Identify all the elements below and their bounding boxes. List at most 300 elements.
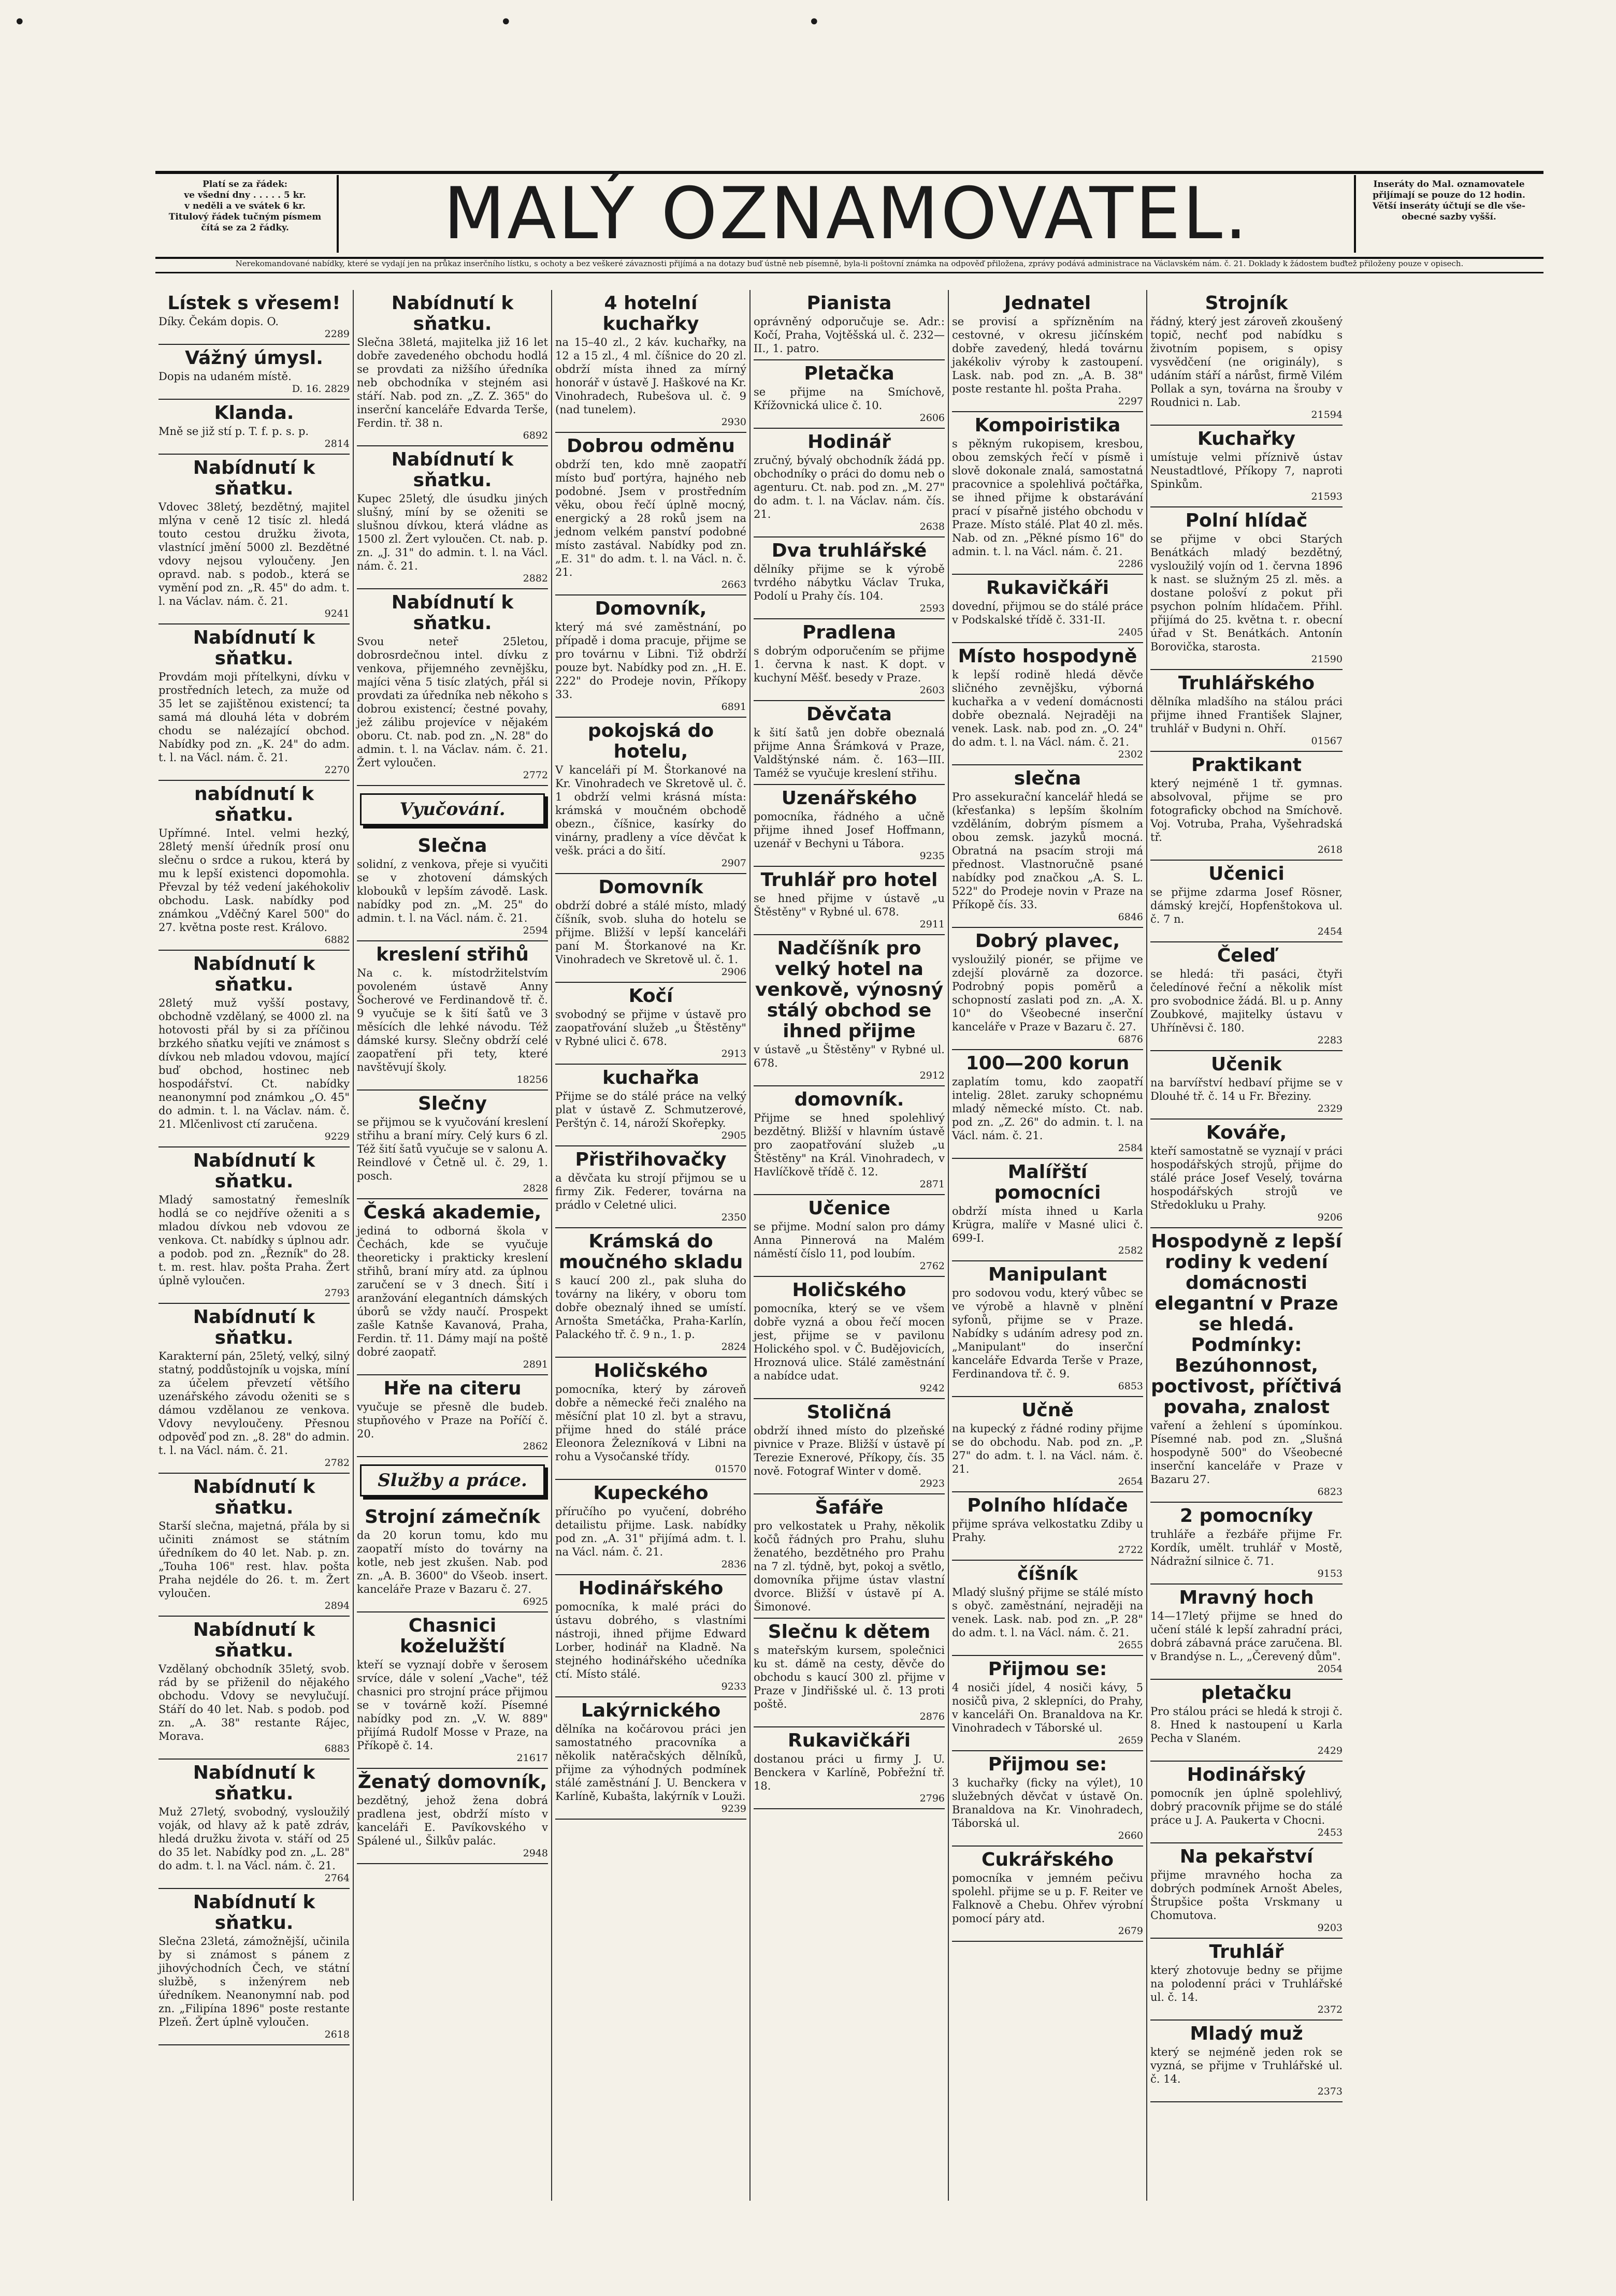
ad-text: 28letý muž vyšší postavy, obchodně vzdělaný, se 4000 zl. na hotovosti přál by si za příčinou brzkého sňatku vejíti ve známost s dívkou neb mladou vdovou, mající buď obchod, hostinec neb hospodářství. Ct. nabídky neanonymní pod známkou „O. 45" do admin. t. l. na Václav. nám. č. 21. Mlčenlivost ctí zaručena. (158, 997, 350, 1130)
classified-ad (158, 1617, 350, 1760)
classified-ad (952, 765, 1143, 928)
classified-ad (158, 781, 350, 951)
classified-ad (357, 1769, 548, 1864)
ad-text: da 20 korun tomu, kdo mu zaopatří místo do továrny na kotle, neb jest zkušen. Nab. pod zn. „A. B. 3600" do Všeob. insert. kanceláře Praze v Bazaru č. 27. (357, 1529, 548, 1595)
ad-columns (155, 290, 1543, 2201)
ad-text: který se nejméně jeden rok se vyzná, se přijme v Truhlářské ul. č. 14. (1150, 2046, 1343, 2085)
ad-text: Karakterní pán, 25letý, velký, silný statný, poddůstojník u vojska, míní za účelem převzetí většího uzenářského závodu oženiti se s dámou vzdělanou ze venkova. Vdovy nevyloučeny. Přesnou odpověď pod zn. „8. 28" do admin. t. l. na Václ. nám. č. 21. (158, 1350, 350, 1457)
classified-ad (1150, 942, 1343, 1051)
ad-text: pro velkostatek u Prahy, několik kočů řádných pro Prahu, sluhu ženatého, bezdětného pro Prahu na 7 zl. týdně, byt, pokoj a světlo, domovníka přijme ústav vlastní dvorce. Bližší v ústavě pí A. Šimonové. (754, 1520, 945, 1613)
ad-number: 2862 (523, 1441, 548, 1452)
ad-text: a děvčata ku strojí přijmou se u firmy Zik. Federer, továrna na prádlo v Celetné ulici. (555, 1172, 746, 1211)
classified-ad (555, 290, 746, 433)
ad-title: Praktikant (1191, 754, 1302, 776)
ad-text: dostanou práci u firmy J. U. Benckera v Karlíně, Pobřežní tř. 18. (754, 1753, 945, 1792)
ad-number: 6876 (1118, 1034, 1143, 1045)
ad-text: který nejméně 1 tř. gymnas. absolvoval, přijme se pro fotograficky obchod na Smíchově. Voj. Votruba, Praha, Vyšehradská tř. (1150, 777, 1343, 844)
classified-ad (555, 1146, 746, 1228)
classified-ad (1150, 1939, 1343, 2021)
page-speck: • (13, 10, 26, 34)
classified-ad (952, 1847, 1143, 1942)
ad-number: 9206 (1317, 1212, 1343, 1223)
ad-title: Učenik (1211, 1054, 1282, 1075)
column-2 (354, 290, 552, 2201)
ad-number: 2782 (324, 1457, 350, 1469)
ad-text: Kupec 25letý, dle úsudku jiných slušný, míní by se oženiti se slušnou dívkou, která vládne as 1500 zl. Žert vyloučen. Ct. nab. p. zn. „J. 31" do admin. t. l. na Václ. nám. č. 21. (357, 492, 548, 572)
ad-title: Učenice (808, 1198, 890, 1219)
column-6 (1147, 290, 1346, 2201)
submission-box (1357, 179, 1541, 223)
classified-ad (754, 1086, 945, 1195)
ad-title: Hodinářského (578, 1578, 724, 1599)
ad-text: Vzdělaný obchodník 35letý, svob. rád by se přiženil do nějakého obchodu. Vdovy se nevylučují. Stáří do 40 let. Nab. s podob. pod zn. „A. 38" restante Rájec, Morava. (158, 1663, 350, 1742)
classified-ad (754, 1619, 945, 1727)
ad-text: 4 nosiči jídel, 4 nosiči kávy, 5 nosičů piva, 2 sklepníci, do Prahy, v kanceláři On. Branaldova na Kr. Vinohradech v Táborské ul. (952, 1681, 1143, 1734)
ad-text: pomocníka v jemném pečivu spolehl. přijme se u p. F. Reiter ve Falknově a Chebu. Ohřev výrobní pomocí páry atd. (952, 1872, 1143, 1925)
classified-ad (952, 1159, 1143, 1261)
ad-title: Pletačka (804, 363, 894, 384)
ad-number: 9235 (919, 850, 945, 862)
classified-ad (158, 1147, 350, 1304)
classified-ad (357, 1091, 548, 1199)
ad-title: Mladý muž (1190, 2023, 1303, 2044)
ad-text: vaření a žehlení s úpomínkou. Písemné nab. pod zn. „Slušná hospodyně 500" do Všeobecné inserční kanceláře v Praze v Bazaru 27. (1150, 1419, 1343, 1486)
ad-number: 2638 (919, 521, 945, 532)
ad-text: na barvířství hedbaví přijme se v Dlouhé tř. č. 14 u Fr. Březiny. (1150, 1077, 1343, 1102)
ad-text: na 15–40 zl., 2 káv. kuchařky, na 12 a 15 zl., 4 ml. číšnice do 20 zl. obdrží místa ihned za mírný honorář v ústavě J. Haškové na Kr. Vinohradech, Rubešova ul. č. 9 (nad tunelem). (555, 336, 746, 416)
ad-number: 2876 (919, 1711, 945, 1722)
ad-title: Slečny (417, 1093, 487, 1114)
ad-number: 2912 (919, 1070, 945, 1081)
ad-text: solidní, z venkova, přeje si vyučiti se v zhotovení dámských klobouků v lepším závodě. Lask. nabídky pod zn. „M. 25" do admin. t. l. na Václ. nám. č. 21. (357, 858, 548, 924)
ad-title: Nabídnutí k sňatku. (391, 592, 514, 634)
ad-number: 2793 (324, 1287, 350, 1299)
column-5 (949, 290, 1147, 2201)
ad-text: svobodný se přijme v ústavě pro zaopatřování služeb „u Štěstěny" v Rybné ulici č. 678. (555, 1008, 746, 1048)
classified-ad (1150, 1051, 1343, 1120)
ad-number: 2429 (1317, 1745, 1343, 1756)
ad-title: Truhlář (1209, 1941, 1284, 1963)
ad-text: s kaucí 200 zl., pak sluha do továrny na likéry, v oboru tom dobře obeznalý ihned se umístí. Arnošta Smetáčka, Praha-Karlín, Palackého tř. č. 9 n., 1. p. (555, 1274, 746, 1341)
ad-title: Šafáře (815, 1497, 884, 1518)
ad-text: obdrží dobré a stálé místo, mladý číšník, svob. sluha do hotelu se přijme. Bližší v lepší kanceláři paní M. Štorkanové na Kr. Vinohradech ve Skretově ul. č. 1. (555, 899, 746, 966)
ad-number: 01567 (1311, 735, 1343, 747)
ad-number: 2906 (721, 966, 746, 978)
ad-title: Holičského (792, 1280, 906, 1301)
classified-ad (754, 1277, 945, 1399)
box-line: čítá se za 2 řádky. (201, 223, 289, 233)
classified-ad (952, 1656, 1143, 1751)
classified-ad (754, 1399, 945, 1494)
classified-ad (357, 290, 548, 446)
ad-number: 2454 (1317, 926, 1343, 937)
ad-title: Jednatel (1004, 293, 1091, 314)
ad-text: pomocník jen úplně spolehlivý, dobrý pracovník přijme se do stálé práce u J. A. Paukerta v Chocni. (1150, 1787, 1343, 1826)
box-line: Platí se za řádek: (202, 179, 288, 190)
ad-text: Přijme se do stálé práce na velký plat v ústavě Z. Schmutzerové, Perštýn č. 14, nároží Skořepky. (555, 1090, 746, 1129)
classified-ad (357, 1375, 548, 1457)
ad-title: Učně (1021, 1400, 1074, 1421)
ad-text: Slečna 23letá, zámožnější, učinila by si známost s pánem z jihovýchodních Čech, ve státní službě, s inženýrem neb úředníkem. Neanonymní nab. pod zn. „Filipína 1896" poste restante Plzeň. Žert úplně vyloučen. (158, 1935, 350, 2028)
pricing-box (160, 179, 330, 234)
page-speck: • (500, 10, 512, 34)
ad-title: Na pekařství (1179, 1846, 1314, 1867)
ad-title: Dobrou odměnu (567, 435, 735, 457)
ad-title: Místo hospodyně (958, 646, 1137, 667)
ad-number: 2679 (1118, 1925, 1143, 1937)
ad-number: 9241 (324, 608, 350, 619)
ad-number: 2905 (721, 1130, 746, 1141)
ad-text: Mně se již stí p. T. f. p. s. p. (158, 425, 309, 438)
ad-title: Klanda. (214, 402, 294, 424)
ad-title: Přijmou se: (988, 1754, 1107, 1775)
ad-text: Pro stálou práci se hledá k stroji č. 8. Hned k nastoupení u Karla Pecha v Slaném. (1150, 1705, 1343, 1745)
classified-ad (754, 701, 945, 785)
ad-text: se přijmou se k vyučování kreslení střihu a braní míry. Celý kurs 6 zl. Též šití šatů vyučuje se v salonu A. Reindlové v Četně ul. č. 29, 1. posch. (357, 1116, 548, 1182)
ad-number: D. 16. 2829 (292, 383, 350, 395)
ad-number: 2663 (721, 579, 746, 590)
ad-number: 2814 (324, 438, 350, 449)
classified-ad (1150, 861, 1343, 942)
ad-number: 2655 (1118, 1639, 1143, 1651)
ad-text: Mladý samostatný řemeslník hodlá se co nejdříve oženiti a s mladou dívkou neb vdovou ze venkova. Ct. nabídky s úplnou adr. a podob. pod zn. „Řezník" do 28. t. m. rest. hlav. pošta Praha. Žert úplně vyloučen. (158, 1194, 350, 1287)
ad-title: Hodinář (807, 431, 891, 453)
ad-title: Nabídnutí k sňatku. (193, 1150, 315, 1192)
ad-title: Nabídnutí k sňatku. (193, 627, 315, 669)
ad-title: Rukavičkáři (986, 577, 1109, 599)
ad-title: Uzenářského (781, 788, 917, 809)
ad-number: 18256 (516, 1074, 548, 1085)
classified-ad (357, 941, 548, 1091)
classified-ad (952, 928, 1143, 1050)
ad-number: 01570 (715, 1463, 746, 1475)
ad-text: kteří se vyznají dobře v šerosem srvíce, dále v solení „Vache", též chasnici pro strojní práce přijmou se v továrně koží. Písemné nabídky pod zn. „V. W. 889" přijímá Rudolf Mosse v Praze, na Příkopě č. 14. (357, 1659, 548, 1752)
ad-number: 2618 (1317, 844, 1343, 855)
ad-text: s mateřským kursem, společnici ku st. dámě na cesty, děvče do obchodu s kaucí 300 zl. přijme v Praze v Jindřišské ul. č. 13 proti poště. (754, 1644, 945, 1710)
ad-title: Mravný hoch (1179, 1587, 1314, 1608)
ad-text: bezdětný, jehož žena dobrá pradlena jest, obdrží místo v kanceláři E. Pavíkovského v Spálené ul., Šilkův palác. (357, 1794, 548, 1847)
ad-title: Truhlář pro hotel (760, 869, 938, 891)
ad-title: Hospodyně z lepší rodiny k vedení domácnosti elegantní v Praze se hledá. Podmínky: Bezúhonnost, poctivost, příčtivá povaha, znalost (1151, 1231, 1342, 1418)
ad-number: 9153 (1317, 1568, 1343, 1579)
ad-title: Nabídnutí k sňatku. (193, 1619, 315, 1661)
column-1 (155, 290, 354, 2201)
classified-ad (952, 643, 1143, 765)
ad-text: se přijme v obci Starých Benátkách mladý bezdětný, vysloužilý vojín od 1. června 1896 k nast. se služným 25 zl. měs. a dostane pološví z pokut při psychon polním hlídačem. Přihl. přijímá do 25. května t. r. obecní úřad v St. Benátkách. Antonín Borovička, starosta. (1150, 533, 1343, 653)
ad-title: slečna (1014, 768, 1081, 789)
ad-title: Strojní zámečník (365, 1506, 540, 1528)
classified-ad (952, 1561, 1143, 1656)
section-heading: Služby a práce. (360, 1464, 545, 1496)
ad-number: 2894 (324, 1600, 350, 1611)
ad-title: Slečnu k dětem (768, 1621, 931, 1643)
ad-title: Kompoiristika (974, 415, 1121, 436)
classified-ad (1150, 507, 1343, 670)
ad-text: V kanceláři pí M. Štorkanové na Kr. Vinohradech ve Skretově ul. č. 1 obdrží velmi krásná místa: krámská v moučném obchodě obezn., číšnice, kasírky do vinárny, pradleny a více děvčat k vešk. práci a do šití. (555, 764, 746, 857)
ad-text: s pěkným rukopisem, kresbou, obou zemských řečí v písmě i slově dokonale znalá, samostatná pracovnice a spolehlivá počtářka, se ihned přijme k obstarávání prací v písařně jistého obchodu v Praze. Místo stálé. Plat 40 zl. měs. Nab. od zn. „Pěkné písmo 16" do admin. t. l. na Václ. nám. č. 21. (952, 438, 1143, 558)
ad-title: Polní hlídač (1185, 510, 1308, 531)
classified-ad (754, 429, 945, 537)
ad-number: 6823 (1317, 1486, 1343, 1498)
ad-text: Mladý slušný přijme se stálé místo s obyč. zaměstnání, nejraději na venek. Lask. nab. pod zn. „P. 28" do adm. t. l. na Václ. nám. č. 21. (952, 1586, 1143, 1639)
ad-title: Truhlářského (1178, 673, 1315, 694)
classified-ad (1150, 1503, 1343, 1585)
ad-number: 2891 (523, 1359, 548, 1370)
ad-title: Děvčata (806, 704, 892, 725)
ad-number: 2372 (1317, 2004, 1343, 2015)
ad-title: Strojník (1205, 293, 1288, 314)
ad-text: Muž 27letý, svobodný, vysloužilý voják, od hlavy až k patě zdráv, hledá družku života v. stáří od 25 do 35 let. Nabídky pod zn. „L. 28" do adm. t. l. na Václ. nám. č. 21. (158, 1806, 350, 1872)
ad-title: Polního hlídače (967, 1495, 1128, 1516)
classified-ad (1150, 426, 1343, 507)
ad-text: pomocníka, který se ve všem dobře vyzná a obou řečí mocen jest, přijme se v pavilonu Holického spol. v Č. Budějovicích, Hroznová ulice. Stálé zaměstnání a nabídce udat. (754, 1302, 945, 1382)
ad-title: 100—200 korun (965, 1053, 1130, 1074)
ad-text: příručího po vyučení, dobrého detailistu přijme. Lask. nabídky pod zn. „A. 31" přijímá adm. t. l. na Václ. nám. č. 21. (555, 1505, 746, 1558)
ad-number: 2659 (1118, 1735, 1143, 1746)
ad-title: Učenici (1208, 863, 1285, 884)
ad-title: Krámská do moučného skladu (558, 1231, 743, 1273)
ad-number: 2594 (523, 925, 548, 936)
ad-number: 2796 (919, 1793, 945, 1804)
ad-number: 21594 (1311, 409, 1343, 420)
ad-number: 6846 (1118, 911, 1143, 923)
submission-notice: Nerekomandované nabídky, které se vydají jen na průkaz inserčního lístku, s ochoty a bez veškeré závaznosti přijímá a na dotazy buď ústně neb písemně, byla-li poštovní známka na odpověď přiložena, zprávy podává administrace na Václavském nám. č. 21. Doklady k žádostem buďtež přiloženy pouze v opisech. (155, 259, 1543, 273)
ad-title: Nabídnutí k sňatku. (193, 1892, 315, 1934)
classified-ad (357, 589, 548, 786)
classified-ad (555, 595, 746, 718)
ad-title: pokojská do hotelu, (587, 720, 714, 762)
classified-ad (1150, 752, 1343, 861)
ad-number: 2660 (1118, 1830, 1143, 1841)
ad-text: kteří samostatně se vyznají v práci hospodářských strojů, přijme do stálé práce Josef Veselý, továrna hospodářských strojů ve Středokluku u Prahy. (1150, 1145, 1343, 1211)
ad-number: 2289 (324, 328, 350, 340)
ad-text: se přijme. Modní salon pro dámy Anna Pinnerová na Malém náměstí číslo 11, pod loubím. (754, 1220, 945, 1260)
classified-ad (754, 785, 945, 867)
ad-text: který zhotovuje bedny se přijme na polodenní práci v Truhlářské ul. č. 14. (1150, 1964, 1343, 2003)
classified-ad (1150, 670, 1343, 752)
ad-number: 2930 (721, 416, 746, 428)
ad-number: 2329 (1317, 1103, 1343, 1114)
ad-title: 4 hotelní kuchařky (602, 293, 699, 335)
classified-ad (158, 345, 350, 400)
ad-text: se hledá: tři pasáci, čtyři čeledínové řeční a několik míst pro svobodnice žádá. Bl. u p. Anny Zoubkové, majitelky ústavu v Uhříněvsi č. 180. (1150, 968, 1343, 1034)
classified-ad (555, 1697, 746, 1820)
ad-text: v ústavě „u Štěstěny" v Rybné ul. 678. (754, 1043, 945, 1069)
box-line: Inseráty do Mal. oznamovatele (1373, 179, 1525, 190)
page-title: MALÝ OZNAMOVATEL. (337, 175, 1356, 253)
ad-title: Kočí (628, 985, 673, 1007)
ad-number: 2283 (1317, 1035, 1343, 1046)
ad-number: 2405 (1118, 627, 1143, 638)
classified-ad (158, 1760, 350, 1889)
ad-title: pletačku (1201, 1682, 1292, 1704)
ad-number: 2302 (1118, 749, 1143, 760)
ad-title: Nabídnutí k sňatku. (391, 449, 514, 491)
ad-text: vysloužilý pionér, se přijme ve zdejší plovárně za dozorce. Podrobný popis poměrů a schopností zaslati pod zn. „A. X. 10" do Všeobecné inserční kanceláře v Praze v Bazaru č. 27. (952, 953, 1143, 1033)
ad-number: 2923 (919, 1478, 945, 1489)
ad-text: obdrží ten, kdo mně zaopatří místo buď portýra, hajného neb podobné. Jsem v prostředním věku, obou řečí úplně mocný, energický a 28 roků jsem na jednom velkém panství podobné místo zastával. Nabídky pod zn. „E. 31" do adm. t. l. na Václ. n. č. 21. (555, 458, 746, 578)
ad-title: nabídnutí k sňatku. (194, 783, 314, 825)
ad-text: Na c. k. místodržitelstvím povoleném ústavě Anny Šocherové ve Ferdinandově tř. č. 9 vyučuje se k šití šatů ve 3 měsících dle lehké návodu. Též dámské kursy. Slečny obdrží celé zaopatření při tety, které navštěvují školy. (357, 967, 548, 1073)
ad-title: Hře na citeru (383, 1378, 522, 1399)
ad-title: 2 pomocníky (1179, 1505, 1314, 1527)
ad-title: Slečna (417, 835, 487, 856)
classified-ad (555, 1358, 746, 1480)
ad-title: Kuchařky (1197, 428, 1296, 449)
classified-ad (754, 619, 945, 701)
ad-title: Domovník (598, 877, 703, 898)
ad-text: se provisí a spřízněním na cestovné, v okresu jičínském dobře zavedený, hledá továrnu jakékoliv výroby k zastoupení. Lask. nab. pod zn. „A. B. 38" poste restante hl. pošta Praha. (952, 315, 1143, 395)
ad-number: 2453 (1317, 1827, 1343, 1838)
ad-title: Manipulant (988, 1264, 1107, 1285)
ad-title: Kováře, (1206, 1122, 1287, 1143)
ad-number: 2911 (919, 919, 945, 930)
ad-text: Dopis na udaném místě. (158, 370, 292, 383)
ad-text: dělníka mladšího na stálou práci přijme ihned František Slajner, truhlář v Budyni n. Ohří. (1150, 695, 1343, 735)
classified-ad (1150, 1843, 1343, 1939)
ad-number: 6925 (523, 1596, 548, 1607)
ad-title: Přijmou se: (988, 1659, 1107, 1680)
ad-text: obdrží místa ihned u Karla Krügra, malíře v Masné ulici č. 699-I. (952, 1205, 1143, 1244)
masthead (155, 171, 1543, 259)
ad-number: 2270 (324, 764, 350, 776)
classified-ad (952, 1050, 1143, 1159)
classified-ad (952, 1492, 1143, 1561)
column-3 (552, 290, 751, 2201)
ad-title: Stoličná (806, 1402, 892, 1423)
ad-title: Hodinářský (1187, 1764, 1306, 1785)
classified-ad (555, 1228, 746, 1358)
newspaper-page (155, 171, 1543, 2201)
ad-title: Nabídnutí k sňatku. (391, 293, 514, 335)
classified-ad (1150, 1585, 1343, 1680)
page-speck: • (808, 10, 820, 34)
ad-text: Svou neteř 25letou, dobrosrdečnou intel. dívku z venkova, přijemného zevnějšku, majíci věna 5 tisíc zlatých, přál si provdati za úředníka neb někoho s dobrou existencí; čestné povahy, jež zálibu projevíce v nějakém oboru. Ct. nab. pod zn. „N. 28" do admin. t. l. na Václav. nám. č. 21. Žert vyloučen. (357, 635, 548, 769)
ad-text: jediná to odborná škola v Čechách, kde se vyučuje theoreticky i prakticky kreslení střihů, braní míry atd. za úplnou zaručení se v 3 dnech. Šití i aranžování elegantních dámských úborů se vždy naučí. Prospekt zašle Katnše Kavanová, Praha, Ferdin. tř. 11. Dámy mají na poště dobré zaopatř. (357, 1225, 548, 1358)
ad-number: 2762 (919, 1260, 945, 1272)
classified-ad (754, 360, 945, 429)
ad-number: 6853 (1118, 1380, 1143, 1392)
ad-number: 9242 (919, 1383, 945, 1394)
box-line: přijímají se pouze do 12 hodin. (1373, 190, 1525, 200)
ad-title: Česká akademie, (363, 1202, 542, 1223)
ad-text: Slečna 38letá, majitelka již 16 let dobře zavedeného obchodu hodlá se provdati za nižšího úředníka neb obchodníka v stejném asi stáří. Nab. pod zn. „Z. Z. 365" do inserční kanceláře Edvarda Terše, Ferdin. tř. 38 n. (357, 336, 548, 429)
ad-number: 2603 (919, 685, 945, 696)
classified-ad (357, 833, 548, 941)
ad-text: oprávněný odporučuje se. Adr.: Kočí, Praha, Vojtěšská ul. č. 232—II., 1. patro. (754, 315, 945, 355)
ad-number: 2764 (324, 1872, 350, 1884)
classified-ad (952, 575, 1143, 643)
ad-title: Nabídnutí k sňatku. (193, 1476, 315, 1518)
ad-text: pro sodovou vodu, který vůbec se ve výrobě a hlavně v plnění syfonů, přijme se v Praze. Nabídky s udáním adresy pod zn. „Manipulant" do inserční kanceláře Edvarda Terše v Praze, Ferdinandova tř. č. 9. (952, 1287, 1143, 1380)
classified-ad (158, 1474, 350, 1617)
ad-text: Provdám moji přítelkyni, dívku v prostředních letech, za muže od 35 let se zajištěnou existencí; ta samá má dlouhá léta v dobrém chodu se nalézající obchod. Nabídky pod zn. „K. 24" do adm. t. l. na Václ. nám. č. 21. (158, 671, 350, 764)
classified-ad (555, 874, 746, 983)
classified-ad (754, 1727, 945, 1809)
box-line: v neděli a ve svátek 6 kr. (184, 201, 306, 211)
ad-title: Lakýrnického (581, 1700, 721, 1721)
classified-ad (754, 537, 945, 619)
ad-number: 2882 (523, 573, 548, 584)
ad-title: Rukavičkáři (787, 1730, 911, 1751)
box-line: Titulový řádek tučným písmem (168, 212, 322, 222)
ad-number: 2913 (721, 1048, 746, 1059)
ad-text: 14—17letý přijme se hned do učení stálé k lepší zahradní práci, dobrá zábavná práce zaručena. Bl. v Brandýse n. L., „Čerevený dům". (1150, 1610, 1343, 1663)
classified-ad (1150, 1120, 1343, 1228)
ad-text: Starší slečna, majetná, přála by si učiniti známost se státním úředníkem do 40 let. Nab. p. zn. „Touha 106" rest. hlav. pošta Praha nejdéle do 26. t. m. Žert vyloučen. (158, 1520, 350, 1600)
ad-number: 2373 (1317, 2086, 1343, 2097)
classified-ad (555, 1480, 746, 1575)
ad-text: řádný, který jest zároveň zkoušený topič, nechť pod nabídku s životním popisem, s opisy vysvědčení (ne originály), s udáním stáří a nárůst, firmě Vilém Pollak a syn, továrna na šrouby v Roudnici n. Lab. (1150, 315, 1343, 409)
ad-text: obdrží ihned místo do plzeňské pivnice v Praze. Bližší v ústavě pí Terezie Exnerové, Příkopy, čís. 35 nově. Fotograf Winter v domě. (754, 1425, 945, 1477)
ad-number: 21617 (516, 1752, 548, 1764)
ad-title: Kupeckého (593, 1483, 709, 1504)
ad-title: Malířští pomocníci (994, 1161, 1101, 1203)
box-line: obecné sazby vyšší. (1402, 212, 1496, 222)
ad-text: vyučuje se přesně dle budeb. stupňového v Praze na Poříčí č. 20. (357, 1401, 548, 1440)
ad-title: Holičského (594, 1360, 708, 1382)
column-4 (751, 290, 949, 2201)
ad-text: se hned přijme v ústavě „u Štěstěny" v Rybné ul. 678. (754, 892, 945, 918)
ad-text: dovední, přijmou se do stálé práce v Podskalské třídě č. 331-II. (952, 600, 1143, 626)
classified-ad (158, 951, 350, 1147)
ad-title: kuchařka (602, 1067, 699, 1088)
classified-ad (952, 1397, 1143, 1492)
ad-text: truhláře a řezbáře přijme Fr. Kordík, umělt. truhlář v Mostě, Nádražní silnice č. 71. (1150, 1528, 1343, 1567)
ad-number: 9229 (324, 1131, 350, 1142)
ad-text: na kupecký z řádné rodiny přijme se do obchodu. Nab. pod zn. „P. 27" do adm. t. l. na Václ. nám. č. 21. (952, 1422, 1143, 1475)
ad-text: se přijme zdarma Josef Rösner, dámský krejčí, Hopfenštokova ul. č. 7 n. (1150, 886, 1343, 925)
ad-number: 6882 (324, 934, 350, 946)
classified-ad (952, 1261, 1143, 1397)
section-heading: Vyučování. (360, 793, 545, 825)
ad-number: 2828 (523, 1183, 548, 1194)
ad-title: Pradlena (802, 622, 896, 643)
classified-ad (555, 1065, 746, 1146)
ad-text: pomocníka, který by zároveň dobře a německé řeči znalého na měsíční plat 10 zl. byt a stravu, přijme hned do stálé práce Eleonora Železníková v Libni na rohu a Vysočanské třídy. (555, 1383, 746, 1463)
classified-ad (357, 1612, 548, 1769)
ad-title: Vážný úmysl. (185, 347, 323, 369)
ad-title: Nabídnutí k sňatku. (193, 953, 315, 995)
classified-ad (1150, 1228, 1343, 1503)
ad-text: pomocníka, k malé práci do ústavu dobrého, s vlastními nástroji, ihned přijme Edward Lorber, hodinář na Kladně. Na stejného hodinářského učedníka ctí. Místo stálé. (555, 1601, 746, 1680)
ad-text: zaplatím tomu, kdo zaopatří intelig. 28let. zaruky schopnému mladý německé místo. Ct. nab. pod zn. „Z. 26" do admin. t. l. na Václ. nám. č. 21. (952, 1076, 1143, 1142)
ad-text: dělníky přijme se k výrobě tvrdého nábytku Václav Truka, Podolí u Prahy čís. 104. (754, 563, 945, 602)
ad-title: kreslení střihů (376, 944, 529, 965)
ad-title: Dobrý plavec, (975, 931, 1120, 952)
classified-ad (1150, 1762, 1343, 1843)
ad-text: s dobrým odporučením se přijme 1. června k nast. K dopt. v kuchyní Měšť. besedy v Praze. (754, 645, 945, 684)
ad-text: k šití šatů jen dobře obeznalá přijme Anna Šrámková v Praze, Valdštýnské nám. č. 163—III. Taméž se vyučuje kreslení střihu. (754, 726, 945, 779)
ad-number: 2654 (1118, 1476, 1143, 1487)
ad-title: Nadčíšník pro velký hotel na venkově, výnosný stálý obchod se ihned přijme (755, 938, 944, 1042)
ad-number: 2286 (1118, 558, 1143, 570)
ad-text: přijme správa velkostatku Zdiby u Prahy. (952, 1518, 1143, 1544)
ad-text: přijme mravného hocha za dobrých podmínek Arnošt Abeles, Štrupšice pošta Vrskmany u Chomutova. (1150, 1869, 1343, 1922)
ad-text: pomocníka, řádného a učně přijme ihned Josef Hoffmann, uzenář v Bechyni u Tábora. (754, 810, 945, 850)
ad-text: dělníka na kočárovou práci jen samostatného pracovníka a několik natěračských dělníků, přijme za výhodných podmínek stálé zaměstnání J. U. Benckera v Karlíně, Kubašta, lakýrník v Louži. (555, 1723, 746, 1803)
ad-number: 2582 (1118, 1245, 1143, 1256)
classified-ad (952, 290, 1143, 412)
ad-text: který má své zaměstnání, po případě i doma pracuje, přijme se pro továrnu v Libni. Tiž obdrží pouze byt. Nabídky pod zn. „H. E. 222" do Prodeje novin, Příkopy 33. (555, 621, 746, 701)
ad-number: 2907 (721, 858, 746, 869)
ad-number: 2606 (919, 412, 945, 424)
ad-title: domovník. (794, 1089, 904, 1110)
classified-ad (1150, 2021, 1343, 2102)
ad-title: Chasnici koželužští (400, 1615, 505, 1657)
ad-number: 9203 (1317, 1922, 1343, 1934)
ad-number: 2054 (1317, 1663, 1343, 1675)
